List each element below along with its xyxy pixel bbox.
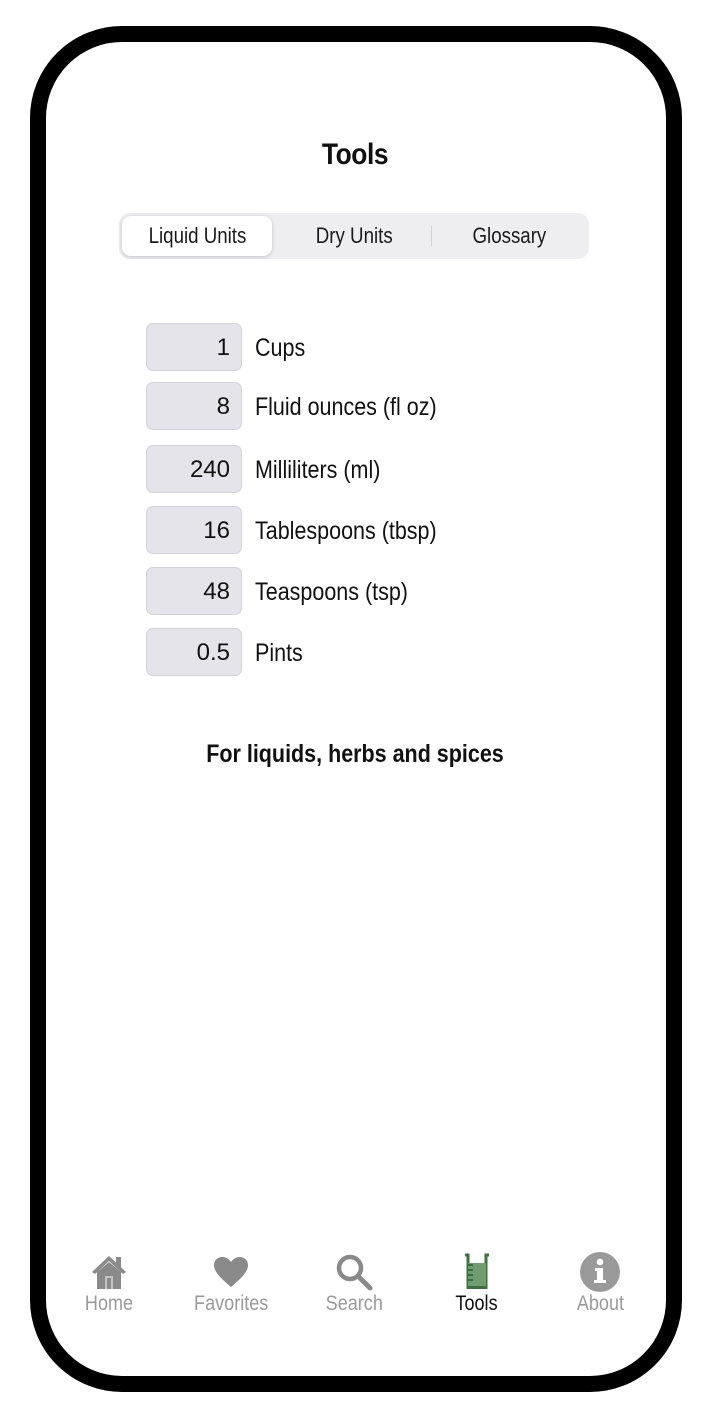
unit-label: Cups	[255, 334, 306, 362]
unit-label: Milliliters (ml)	[255, 456, 381, 484]
unit-segmented-control[interactable]	[119, 213, 589, 259]
teaspoons-input[interactable]: 48	[146, 567, 242, 615]
tab-label: Home	[84, 1292, 134, 1315]
milliliters-input[interactable]: 240	[146, 445, 242, 493]
search-icon	[299, 1250, 409, 1294]
info-icon	[545, 1250, 655, 1294]
segment-divider	[431, 226, 432, 246]
pints-input[interactable]: 0.5	[146, 628, 242, 676]
unit-label: Tablespoons (tbsp)	[255, 517, 437, 545]
tab-label: Tools	[455, 1292, 499, 1315]
heart-icon	[176, 1250, 286, 1294]
usage-note: For liquids, herbs and spices	[206, 740, 504, 768]
segment-glossary[interactable]	[434, 216, 584, 256]
tab-bar	[48, 1250, 662, 1330]
cups-input[interactable]: 1	[146, 323, 242, 371]
tab-home[interactable]	[54, 1250, 164, 1316]
segment-label: Liquid Units	[148, 223, 246, 248]
page-title: Tools	[321, 138, 389, 171]
segment-label: Glossary	[472, 223, 546, 248]
unit-label: Fluid ounces (fl oz)	[255, 393, 437, 421]
tab-favorites[interactable]	[176, 1250, 286, 1316]
tab-label: Search	[325, 1292, 383, 1315]
measuring-beaker-icon	[422, 1250, 532, 1294]
unit-label: Teaspoons (tsp)	[255, 578, 408, 606]
segment-label: Dry Units	[315, 223, 393, 248]
home-icon	[54, 1250, 164, 1294]
unit-label: Pints	[255, 639, 303, 667]
segment-dry-units[interactable]	[279, 216, 429, 256]
tab-about[interactable]	[545, 1250, 655, 1316]
tablespoons-input[interactable]: 16	[146, 506, 242, 554]
tab-search[interactable]	[299, 1250, 409, 1316]
tab-label: About	[576, 1292, 624, 1315]
tab-label: Favorites	[193, 1292, 269, 1315]
segment-liquid-units[interactable]	[122, 216, 272, 256]
tab-tools[interactable]	[422, 1250, 532, 1316]
fluid-ounces-input[interactable]: 8	[146, 382, 242, 430]
